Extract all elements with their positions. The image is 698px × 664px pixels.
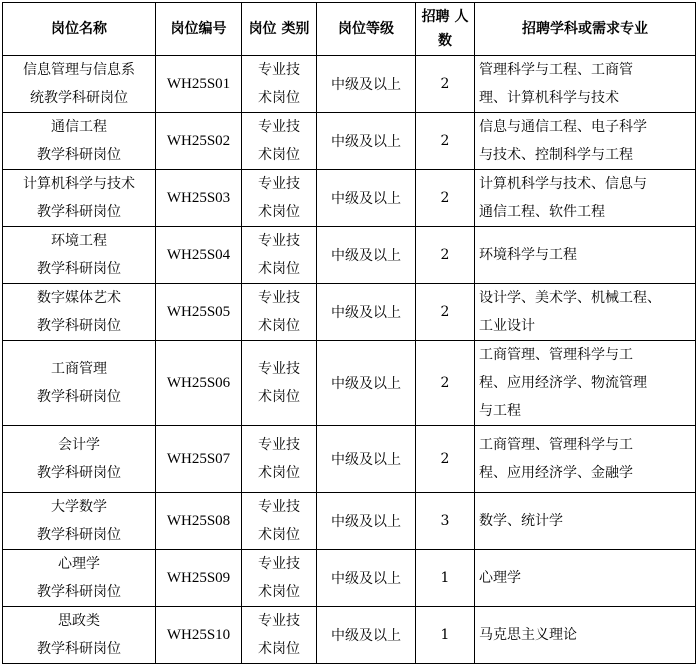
table-row (3, 56, 696, 113)
table-row (3, 607, 696, 664)
cell-position-level: 中级及以上 (317, 113, 416, 170)
cell-recruit-count: 2 (416, 170, 475, 227)
major-line: 通信工程、软件工程 (479, 204, 605, 220)
major-line: 环境科学与工程 (479, 247, 577, 263)
cell-position-name (3, 341, 156, 426)
major-line: 工业设计 (479, 318, 535, 334)
category-line: 专业技 (258, 499, 300, 515)
major-line: 程、应用经济学、物流管理 (479, 375, 647, 391)
cell-position-level: 中级及以上 (317, 227, 416, 284)
header-count-line2: 人数 (438, 9, 469, 49)
cell-position-name (3, 607, 156, 664)
position-name-line: 教学科研岗位 (37, 584, 121, 600)
header-count-line1: 招聘 (421, 9, 450, 25)
cell-position-level: 中级及以上 (317, 550, 416, 607)
position-name-line: 教学科研岗位 (37, 147, 121, 163)
cell-recruit-count: 2 (416, 113, 475, 170)
table-row (3, 170, 696, 227)
cell-position-level: 中级及以上 (317, 493, 416, 550)
position-name-line: 教学科研岗位 (37, 641, 121, 657)
cell-recruit-count: 2 (416, 56, 475, 113)
table-header-row (3, 3, 696, 56)
header-position-code: 岗位编号 (156, 3, 242, 56)
cell-position-level: 中级及以上 (317, 284, 416, 341)
header-category-line2: 类别 (281, 21, 310, 37)
major-line: 工商管理、管理科学与工 (479, 347, 633, 363)
position-name-line: 教学科研岗位 (37, 261, 121, 277)
category-line: 专业技 (258, 613, 300, 629)
cell-position-category (242, 56, 317, 113)
major-line: 马克思主义理论 (479, 627, 577, 643)
cell-position-level: 中级及以上 (317, 170, 416, 227)
cell-position-category (242, 284, 317, 341)
category-line: 专业技 (258, 361, 300, 377)
cell-position-level: 中级及以上 (317, 56, 416, 113)
major-line: 与工程 (479, 403, 521, 419)
table-row (3, 426, 696, 493)
cell-position-category (242, 493, 317, 550)
cell-required-major (475, 113, 696, 170)
position-name-line: 教学科研岗位 (37, 465, 121, 481)
cell-recruit-count: 3 (416, 493, 475, 550)
category-line: 术岗位 (258, 318, 300, 334)
major-line: 程、应用经济学、金融学 (479, 465, 633, 481)
table-body (3, 56, 696, 664)
category-line: 术岗位 (258, 90, 300, 106)
cell-position-category (242, 426, 317, 493)
cell-required-major (475, 607, 696, 664)
major-line: 数学、统计学 (479, 513, 563, 529)
cell-required-major (475, 56, 696, 113)
cell-recruit-count: 1 (416, 607, 475, 664)
cell-position-code: WH25S02 (156, 113, 242, 170)
cell-position-code: WH25S04 (156, 227, 242, 284)
major-line: 管理科学与工程、工商管 (479, 62, 633, 78)
position-name-line: 教学科研岗位 (37, 527, 121, 543)
cell-required-major (475, 284, 696, 341)
table-row (3, 227, 696, 284)
category-line: 专业技 (258, 233, 300, 249)
header-category-line1: 岗位 (248, 21, 277, 37)
cell-position-code: WH25S07 (156, 426, 242, 493)
position-name-line: 会计学 (58, 437, 100, 453)
header-position-level: 岗位等级 (317, 3, 416, 56)
cell-position-code: WH25S05 (156, 284, 242, 341)
table-row (3, 550, 696, 607)
category-line: 专业技 (258, 62, 300, 78)
major-line: 理、计算机科学与技术 (479, 90, 619, 106)
position-name-line: 心理学 (58, 556, 100, 572)
cell-position-name (3, 284, 156, 341)
major-line: 与技术、控制科学与工程 (479, 147, 633, 163)
category-line: 术岗位 (258, 527, 300, 543)
position-name-line: 通信工程 (51, 119, 107, 135)
cell-position-code: WH25S01 (156, 56, 242, 113)
cell-position-category (242, 113, 317, 170)
cell-required-major (475, 227, 696, 284)
cell-position-code: WH25S09 (156, 550, 242, 607)
major-line: 心理学 (479, 570, 521, 586)
cell-required-major (475, 170, 696, 227)
cell-position-level: 中级及以上 (317, 607, 416, 664)
position-name-line: 大学数学 (51, 499, 107, 515)
cell-position-name (3, 493, 156, 550)
position-name-line: 数字媒体艺术 (37, 290, 121, 306)
cell-position-code: WH25S08 (156, 493, 242, 550)
category-line: 术岗位 (258, 147, 300, 163)
cell-position-level: 中级及以上 (317, 341, 416, 426)
cell-recruit-count: 2 (416, 426, 475, 493)
category-line: 专业技 (258, 176, 300, 192)
category-line: 术岗位 (258, 261, 300, 277)
position-name-line: 教学科研岗位 (37, 389, 121, 405)
cell-recruit-count: 2 (416, 284, 475, 341)
cell-position-category (242, 550, 317, 607)
cell-position-code: WH25S03 (156, 170, 242, 227)
header-required-major: 招聘学科或需求专业 (475, 3, 696, 56)
category-line: 术岗位 (258, 465, 300, 481)
category-line: 术岗位 (258, 204, 300, 220)
cell-position-category (242, 227, 317, 284)
cell-position-name (3, 56, 156, 113)
cell-position-name (3, 426, 156, 493)
cell-required-major (475, 341, 696, 426)
category-line: 术岗位 (258, 389, 300, 405)
cell-required-major (475, 550, 696, 607)
recruitment-table (2, 2, 696, 664)
position-name-line: 工商管理 (51, 361, 107, 377)
category-line: 术岗位 (258, 584, 300, 600)
cell-recruit-count: 1 (416, 550, 475, 607)
table-row (3, 493, 696, 550)
cell-required-major (475, 426, 696, 493)
major-line: 计算机科学与技术、信息与 (479, 176, 647, 192)
cell-position-name (3, 550, 156, 607)
category-line: 专业技 (258, 437, 300, 453)
position-name-line: 计算机科学与技术 (23, 176, 135, 192)
major-line: 信息与通信工程、电子科学 (479, 119, 647, 135)
category-line: 专业技 (258, 119, 300, 135)
table-row (3, 284, 696, 341)
position-name-line: 思政类 (58, 613, 100, 629)
position-name-line: 教学科研岗位 (37, 204, 121, 220)
table-row (3, 341, 696, 426)
cell-position-level: 中级及以上 (317, 426, 416, 493)
category-line: 专业技 (258, 290, 300, 306)
header-recruit-count (416, 3, 475, 56)
header-position-category (242, 3, 317, 56)
cell-position-category (242, 341, 317, 426)
position-name-line: 教学科研岗位 (37, 318, 121, 334)
cell-required-major (475, 493, 696, 550)
cell-position-name (3, 113, 156, 170)
cell-position-code: WH25S06 (156, 341, 242, 426)
cell-position-name (3, 170, 156, 227)
category-line: 专业技 (258, 556, 300, 572)
cell-position-name (3, 227, 156, 284)
cell-position-category (242, 607, 317, 664)
cell-position-category (242, 170, 317, 227)
position-name-line: 信息管理与信息系 (23, 62, 135, 78)
cell-position-code: WH25S10 (156, 607, 242, 664)
major-line: 工商管理、管理科学与工 (479, 437, 633, 453)
position-name-line: 统教学科研岗位 (30, 90, 128, 106)
category-line: 术岗位 (258, 641, 300, 657)
header-position-name: 岗位名称 (3, 3, 156, 56)
cell-recruit-count: 2 (416, 341, 475, 426)
table-row (3, 113, 696, 170)
major-line: 设计学、美术学、机械工程、 (479, 290, 661, 306)
position-name-line: 环境工程 (51, 233, 107, 249)
cell-recruit-count: 2 (416, 227, 475, 284)
